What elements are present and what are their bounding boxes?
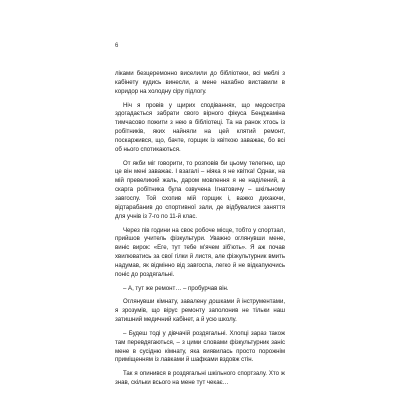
paragraph-2: Ніч я провів у щирих сподіваннях, що медсестра здогадається забрати свого вірного фікуса Бенджаміна тимчасово пожити з нею в бібліотеці. Та на ранок хтось із робітників, яких найняли на цей клятий ремонт, поскаржився, що, бачте, горщик із квіткою заважає, бо всі об нього спотикаються. xyxy=(115,101,285,153)
paragraph-3: От якби міг говорити, то розповів би цьому телепню, що це він мені заважає. І взагалі – ніяка я не квітка! Однак, на мій превеликий жаль, даром мовлення я не наділений, а скарга робітника була озвучена Ігнатовичу – шкільному завгоспу. Той схопив мій горщик і, важко дихаючи, відтарабанив до спортивної зали, де відбувалися заняття для учнів із 7-го по 11-й клас. xyxy=(115,159,285,220)
paragraph-4: Через пів години на своє робоче місце, тобто у спортзал, прийшов учитель фізкультури. Уважно оглянувши мене, виніс вирок: «Еге, тут тебе м'ячем зіб'ють». Я аж почав хвилюватись за свої гілки й листя, але фізкультурник вмить надумав, як відмінно від завгоспа, легко й не відкапуючись поніс до роздягальні. xyxy=(115,226,285,278)
paragraph-7: – Будеш тоді у дівчачій роздягальні. Хлопці зараз також там перевдягаються, – з цими словами фізкультурник заніс мене в сусідню кімнату, яка виявилась просто порожнім приміщенням із лавками й шафками вздовж стін. xyxy=(115,329,285,364)
paragraph-1: ліками безцеремонно виселили до бібліотеки, всі меблі з кабінету кудись винесли, а мене нахабно виставили в коридор на холодну сіру підлогу. xyxy=(115,70,285,95)
body-text xyxy=(115,70,285,388)
paragraph-5: – А, тут же ремонт… – пробурчав він. xyxy=(123,284,229,292)
paragraph-8: Так я опинився в роздягальні шкільного спортзалу. Хто ж знав, скільки всього на мене тут чекає… xyxy=(115,370,285,387)
paragraph-6: Оглянувши кімнату, завалену дошками й інструментами, я зрозумів, що вірус ремонту заполонив не тільки наш затишний медичний кабінет, а й усю школу. xyxy=(115,298,285,324)
page-number: 6 xyxy=(115,43,119,49)
